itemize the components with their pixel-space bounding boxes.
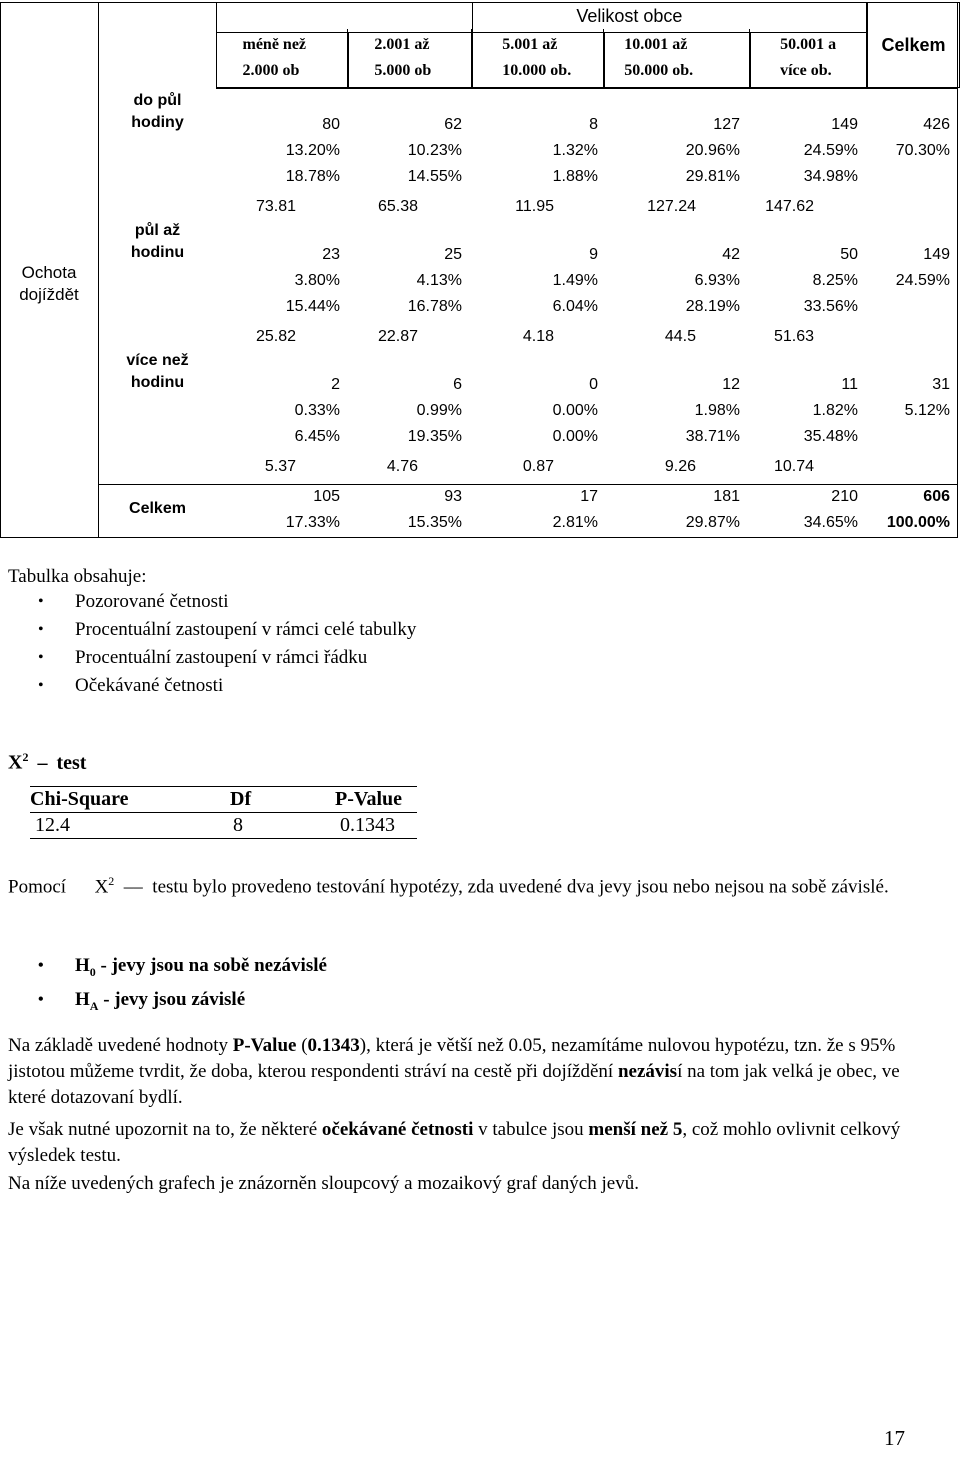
table-cell: 10.23%	[407, 142, 462, 159]
table-cell: 4.76	[386, 458, 418, 475]
chi-header: Chi-Square	[30, 787, 230, 813]
column-header: 10.001 až 50.000 ob.	[604, 29, 750, 87]
table-cell: 80	[322, 116, 340, 133]
page-number: 17	[884, 1426, 905, 1450]
divider	[216, 32, 866, 33]
chi-test-table	[30, 786, 417, 839]
table-cell: 0.87	[522, 458, 554, 475]
divider	[866, 2, 867, 88]
table-cell: 1.49%	[552, 272, 598, 289]
table-cell: 2	[331, 376, 340, 393]
grand-total-pct: 100.00%	[886, 514, 950, 531]
row-label: hodinu	[130, 244, 185, 261]
table-cell: 28.19%	[685, 298, 740, 315]
row-label: do půl	[133, 92, 182, 109]
list-item: • Procentuální zastoupení v rámci celé tabulky	[0, 616, 600, 644]
chi-value: 0.1343	[335, 813, 417, 839]
table-cell: 50	[840, 246, 858, 263]
table-cell: 29.81%	[685, 168, 740, 185]
table-cell: 51.63	[773, 328, 814, 345]
table-cell: 147.62	[765, 198, 814, 215]
table-cell: 25	[444, 246, 462, 263]
divider	[216, 88, 958, 89]
table-cell: 1.98%	[694, 402, 740, 419]
chi-test-title: $X^2$ – test	[8, 750, 87, 774]
table-cell: 127.24	[647, 198, 696, 215]
table-cell: 149	[831, 116, 858, 133]
column-header: 50.001 a více ob.	[750, 29, 868, 87]
table-cell: 6.04%	[552, 298, 598, 315]
divider	[98, 484, 958, 485]
table-cell: 14.55%	[407, 168, 462, 185]
table-cell: 23	[322, 246, 340, 263]
total-cell: 93	[444, 488, 462, 505]
total-cell: 181	[713, 488, 740, 505]
divider	[98, 2, 99, 538]
table-cell: 9	[589, 246, 598, 263]
table-cell: 44.5	[664, 328, 696, 345]
table-cell: 20.96%	[685, 142, 740, 159]
column-header: 2.001 až 5.000 ob	[348, 29, 472, 87]
row-total-pct: 24.59%	[895, 272, 950, 289]
table-cell: 8.25%	[812, 272, 858, 289]
table-cell: 1.32%	[552, 142, 598, 159]
row-label: hodiny	[131, 114, 184, 131]
column-header: méně než 2.000 ob	[216, 29, 348, 87]
total-cell: 15.35%	[407, 514, 462, 531]
table-cell: 38.71%	[685, 428, 740, 445]
chi-header: Df	[230, 787, 335, 813]
list-item: • Procentuální zastoupení v rámci řádku	[0, 644, 600, 672]
paragraph-warning: Je však nutné upozornit na to, že některé očekávané četnosti v tabulce jsou menší než 5, což mohlo ovlivnit celkový výsledek testu.	[8, 1119, 901, 1166]
table-cell: 4.18	[522, 328, 554, 345]
table-cell: 6	[453, 376, 462, 393]
hypothesis-ha: • $H_A$ - jevy jsou závislé	[0, 986, 700, 1020]
total-header: Celkem	[868, 3, 960, 88]
table-cell: 5.37	[264, 458, 296, 475]
table-cell: 65.38	[377, 198, 418, 215]
divider	[472, 2, 473, 88]
table-cell: 0.33%	[294, 402, 340, 419]
total-cell: 34.65%	[803, 514, 858, 531]
grand-total: 606	[923, 488, 950, 505]
divider	[750, 32, 751, 88]
row-label: půl až	[134, 222, 181, 239]
list-item: • Pozorované četnosti	[0, 588, 600, 616]
table-cell: 12	[722, 376, 740, 393]
table-cell: 25.82	[255, 328, 296, 345]
row-total-pct: 70.30%	[895, 142, 950, 159]
divider	[348, 32, 349, 88]
table-cell: 10.74	[773, 458, 814, 475]
table-cell: 19.35%	[407, 428, 462, 445]
divider	[216, 2, 217, 88]
table-cell: 34.98%	[803, 168, 858, 185]
total-cell: 29.87%	[685, 514, 740, 531]
table-cell: 6.93%	[694, 272, 740, 289]
total-cell: 210	[831, 488, 858, 505]
paragraph-conclusion: Na základě uvedené hodnoty P-Value (0.1343), která je větší než 0.05, nezamítáme nulovou hypotézu, tzn. že s 95% jistotou můžeme tvrdit, že doba, kterou respondenti stráví na cestě při dojíždění nezávisí na tom jak velká je obec, ve které dotazovaní bydlí.	[8, 1035, 900, 1108]
table-cell: 0	[589, 376, 598, 393]
total-cell: 105	[313, 488, 340, 505]
legend-title: Tabulka obsahuje:	[8, 566, 147, 587]
column-header: 5.001 až 10.000 ob.	[472, 29, 604, 87]
table-cell: 8	[589, 116, 598, 133]
table-cell: 4.13%	[416, 272, 462, 289]
table-cell: 24.59%	[803, 142, 858, 159]
row-group-label: Ochota dojíždět	[19, 263, 79, 304]
row-label: více než	[126, 352, 189, 369]
total-cell: 17.33%	[285, 514, 340, 531]
table-cell: 62	[444, 116, 462, 133]
table-cell: 127	[713, 116, 740, 133]
hypothesis-h0: • $H_0$ - jevy jsou na sobě nezávislé	[0, 952, 700, 986]
chi-header: P-Value	[335, 787, 417, 813]
list-item: • Očekávané četnosti	[0, 672, 600, 700]
table-cell: 1.88%	[552, 168, 598, 185]
table-cell: 42	[722, 246, 740, 263]
table-cell: 73.81	[255, 198, 296, 215]
table-cell: 33.56%	[803, 298, 858, 315]
table-cell: 6.45%	[294, 428, 340, 445]
legend-list	[0, 588, 600, 700]
row-label: hodinu	[130, 374, 185, 391]
table-cell: 16.78%	[407, 298, 462, 315]
total-cell: 17	[580, 488, 598, 505]
row-total-pct: 5.12%	[904, 402, 950, 419]
table-cell: 35.48%	[803, 428, 858, 445]
table-cell: 11.95	[515, 198, 554, 215]
chi-value: 12.4	[30, 813, 230, 839]
divider	[604, 32, 605, 88]
totals-label: Celkem	[129, 500, 186, 517]
hypotheses-list	[0, 952, 700, 1020]
paragraph-graphs: Na níže uvedených grafech je znázorněn sloupcový a mozaikový graf daných jevů.	[8, 1173, 639, 1194]
table-cell: 15.44%	[285, 298, 340, 315]
table-cell: 11	[841, 376, 858, 393]
table-cell: 22.87	[377, 328, 418, 345]
table-cell: 3.80%	[294, 272, 340, 289]
group-header: Velikost obce	[472, 3, 868, 30]
paragraph-test-intro: Pomocí $X^2$ –– testu bylo provedeno testování hypotézy, zda uvedené dva jevy jsou nebo nejsou na sobě závislé.	[8, 874, 889, 898]
table-cell: 0.00%	[552, 428, 598, 445]
table-cell: 1.82%	[812, 402, 858, 419]
table-cell: 13.20%	[285, 142, 340, 159]
table-cell: 9.26	[664, 458, 696, 475]
table-cell: 0.00%	[552, 402, 598, 419]
row-total: 31	[932, 376, 950, 393]
table-cell: 18.78%	[285, 168, 340, 185]
row-total: 426	[923, 116, 950, 133]
row-total: 149	[923, 246, 950, 263]
total-cell: 2.81%	[552, 514, 598, 531]
table-cell: 0.99%	[416, 402, 462, 419]
chi-value: 8	[230, 813, 335, 839]
